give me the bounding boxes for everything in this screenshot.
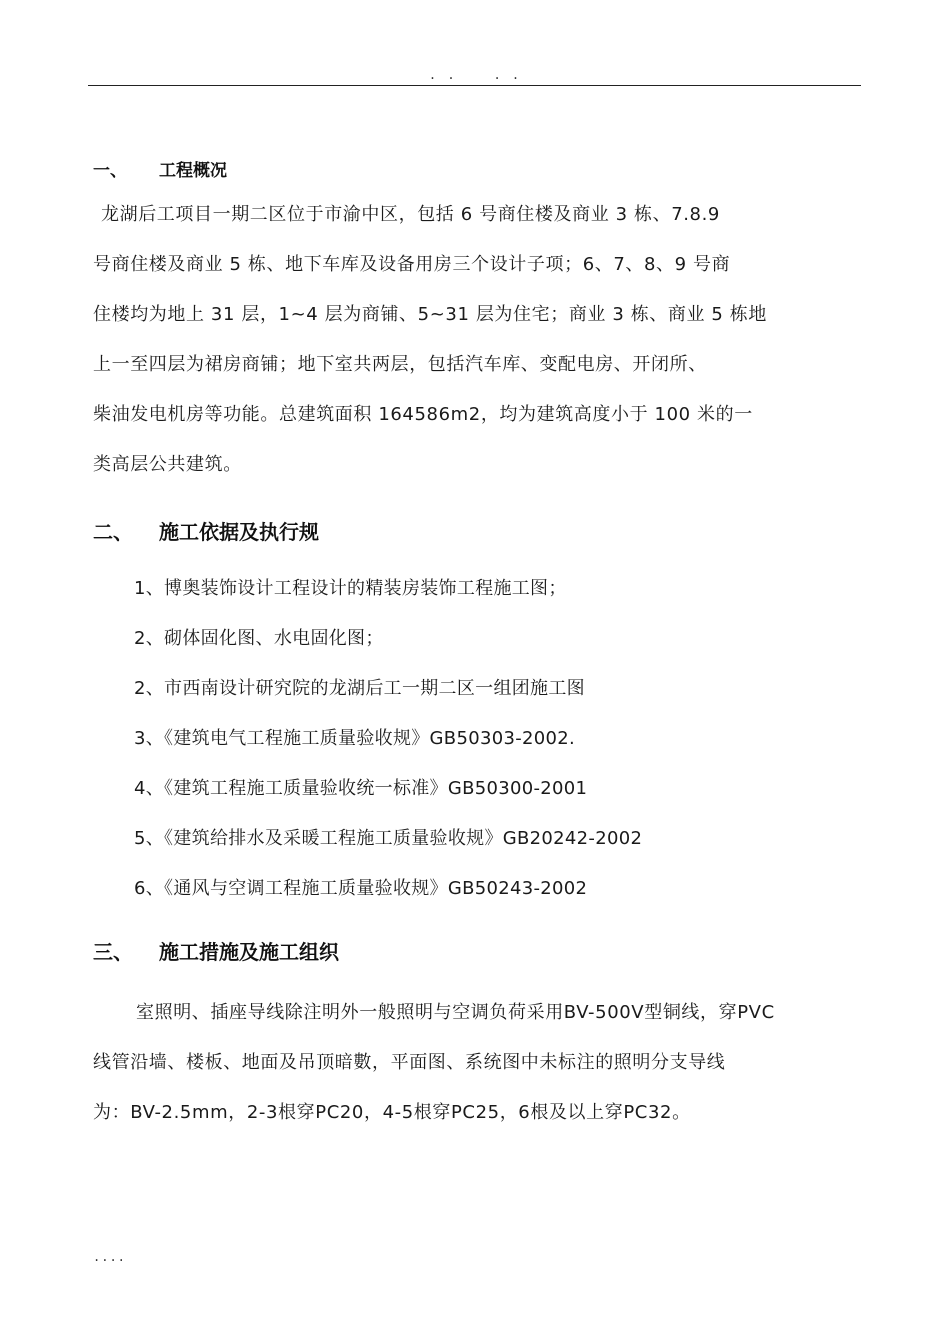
section-heading-1 xyxy=(93,156,853,181)
paragraph-line: 线管沿墙、楼板、地面及吊顶暗數，平面图、系统图中未标注的照明分支导线 xyxy=(93,1052,726,1073)
section-number: 三、 xyxy=(93,940,133,964)
header-dots: . . . . xyxy=(428,68,522,82)
paragraph-line: 类高层公共建筑。 xyxy=(93,454,242,475)
list-item: 2、砌体固化图、水电固化图； xyxy=(134,628,384,649)
list-item: 6、《通风与空调工程施工质量验收规》GB50243-2002 xyxy=(134,878,588,899)
footer-dots: .... xyxy=(93,1250,126,1264)
paragraph-line: 为：BV-2.5mm，2-3根穿PC20，4-5根穿PC25，6根及以上穿PC32。 xyxy=(93,1102,691,1123)
section-title: 工程概况 xyxy=(159,161,227,181)
section-heading-3 xyxy=(93,936,853,965)
list-item: 4、《建筑工程施工质量验收统一标准》GB50300-2001 xyxy=(134,778,588,799)
paragraph-line: 住楼均为地上 31 层，1~4 层为商铺、5~31 层为住宅；商业 3 栋、商业 5 栋地 xyxy=(93,304,768,325)
reference-list xyxy=(134,564,854,914)
section-number: 一、 xyxy=(93,161,127,181)
paragraph-line: 上一至四层为裙房商铺；地下室共两层，包括汽车库、变配电房、开闭所、 xyxy=(93,354,707,375)
list-item: 3、《建筑电气工程施工质量验收规》GB50303-2002. xyxy=(134,728,576,749)
section-heading-2 xyxy=(93,516,853,545)
list-item: 1、博奥装饰设计工程设计的精装房装饰工程施工图； xyxy=(134,578,567,599)
section-1-paragraph xyxy=(93,190,853,490)
list-item: 2、市西南设计研究院的龙湖后工一期二区一组团施工图 xyxy=(134,678,585,699)
header-rule xyxy=(88,85,861,86)
list-item: 5、《建筑给排水及采暖工程施工质量验收规》GB20242-2002 xyxy=(134,828,643,849)
paragraph-line: 号商住楼及商业 5 栋、地下车库及设备用房三个设计子项；6、7、8、9 号商 xyxy=(93,254,731,275)
paragraph-line: 龙湖后工项目一期二区位于市渝中区，包括 6 号商住楼及商业 3 栋、7.8.9 xyxy=(101,204,720,225)
section-title: 施工措施及施工组织 xyxy=(159,940,339,964)
section-3-paragraph xyxy=(93,988,853,1138)
section-number: 二、 xyxy=(93,520,133,544)
section-title: 施工依据及执行规 xyxy=(159,520,319,544)
paragraph-line: 柴油发电机房等功能。总建筑面积 164586m2，均为建筑高度小于 100 米的一 xyxy=(93,404,753,425)
paragraph-line: 室照明、插座导线除注明外一般照明与空调负荷采用BV-500V型铜线，穿PVC xyxy=(136,1002,775,1023)
